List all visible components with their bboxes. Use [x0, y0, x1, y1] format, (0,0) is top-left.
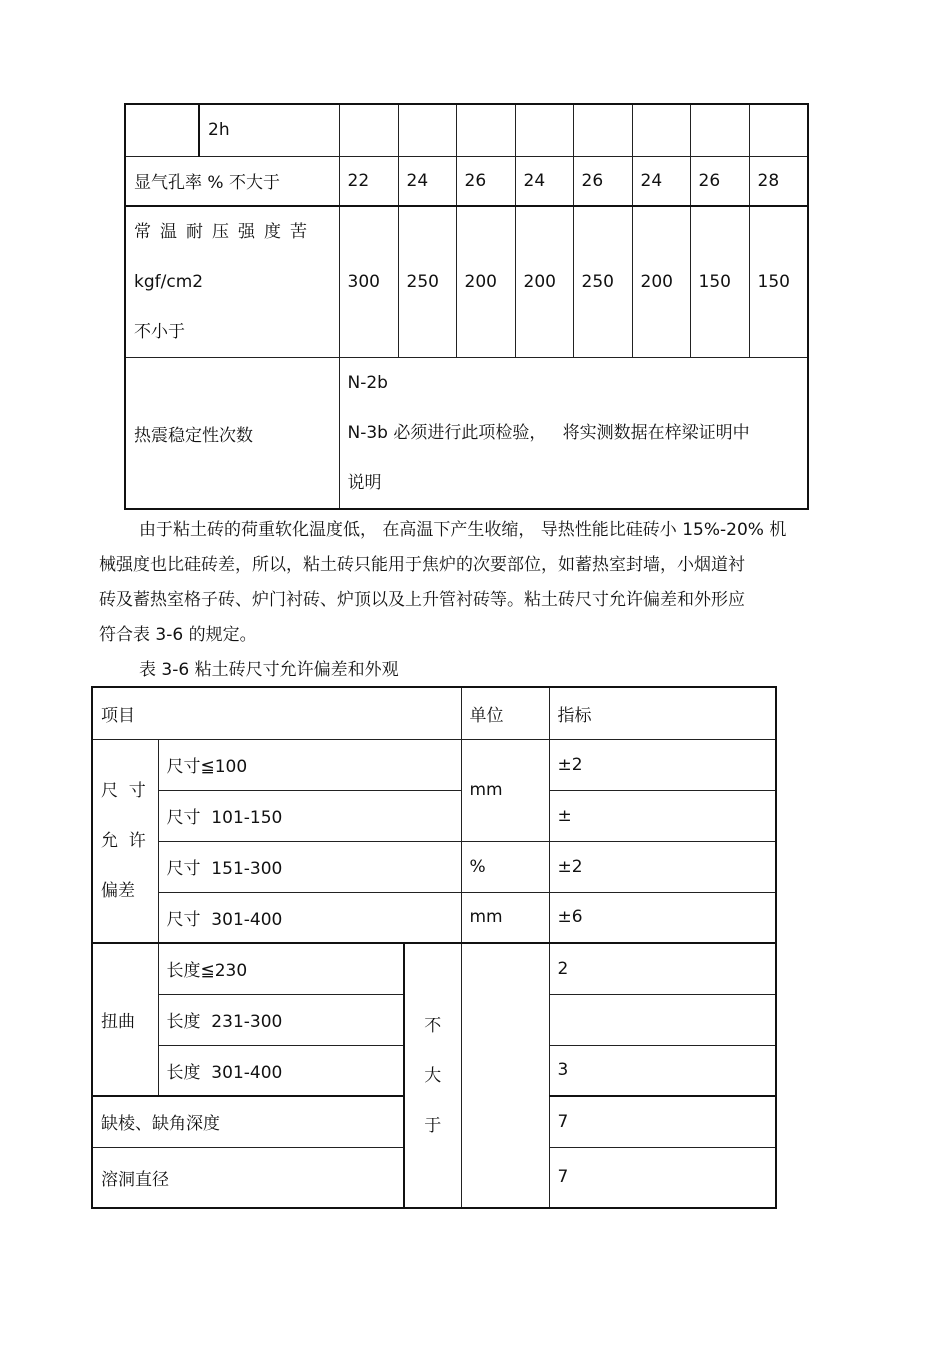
row-label: 尺寸 301-400	[158, 892, 461, 943]
empty-cell	[573, 104, 632, 156]
twist-group-label: 扭曲	[92, 943, 158, 1096]
paragraph-line: 械强度也比硅砖差，所以，粘土砖只能用于焦炉的次要部位，如蓄热室封墙，小烟道衬	[99, 555, 745, 575]
unit-cell: %	[461, 841, 549, 892]
table-cell: 300	[339, 206, 398, 358]
label-line: 允 许	[101, 830, 146, 851]
table-cell: 150	[690, 206, 749, 358]
paragraph-line: 由于粘土砖的荷重软化温度低， 在高温下产生收缩， 导热性能比硅砖小 15%-20% 机	[139, 520, 787, 540]
empty-cell	[632, 104, 690, 156]
row-label: 长度 231-300	[158, 994, 404, 1045]
paragraph-line: 符合表 3-6 的规定。	[99, 625, 257, 645]
row-label: 显气孔率 % 不大于	[125, 156, 339, 206]
table-row	[92, 739, 776, 790]
label-line: 不小于	[134, 322, 185, 342]
row-label: 长度 301-400	[158, 1045, 404, 1096]
empty-cell	[398, 104, 456, 156]
value-cell: ±6	[549, 892, 776, 943]
table-cell: 200	[515, 206, 573, 358]
note-line: 说明	[347, 473, 382, 493]
table-row	[92, 943, 776, 994]
label-line: 尺 寸	[101, 780, 146, 801]
label-char: 于	[424, 1115, 442, 1136]
table-row	[125, 206, 808, 358]
table-row	[125, 358, 808, 510]
tolerance-table	[91, 686, 777, 1209]
table-cell: 26	[456, 156, 515, 206]
value-cell: ±2	[549, 841, 776, 892]
row-label: 溶洞直径	[92, 1147, 404, 1208]
table-cell: 250	[573, 206, 632, 358]
table-cell: 150	[749, 206, 808, 358]
empty-cell	[749, 104, 808, 156]
table-cell: 22	[339, 156, 398, 206]
empty-cell	[125, 104, 199, 156]
row-label: 尺寸 101-150	[158, 790, 461, 841]
row-label: 尺寸 151-300	[158, 841, 461, 892]
unit-cell: mm	[461, 892, 549, 943]
note-line: N-3b 必须进行此项检验， 将实测数据在梓梁证明中	[347, 423, 750, 443]
size-group-label	[92, 739, 158, 943]
empty-unit-cell	[461, 943, 549, 1208]
empty-cell	[456, 104, 515, 156]
table-caption: 表 3-6 粘土砖尺寸允许偏差和外观	[139, 660, 399, 680]
header-index: 指标	[549, 687, 776, 739]
properties-table	[124, 103, 809, 510]
table-row	[92, 892, 776, 943]
label-line: 偏差	[101, 880, 135, 901]
value-cell: 3	[549, 1045, 776, 1096]
table-row	[92, 841, 776, 892]
row-label: 热震稳定性次数	[125, 358, 339, 510]
row-label	[125, 206, 339, 358]
table-cell: 26	[690, 156, 749, 206]
paragraph-line: 砖及蓄热室格子砖、炉门衬砖、炉顶以及上升管衬砖等。粘土砖尺寸允许偏差和外形应	[99, 590, 745, 610]
table-row	[92, 790, 776, 841]
empty-cell	[515, 104, 573, 156]
table-row	[92, 687, 776, 739]
not-greater-than-label	[404, 943, 461, 1208]
value-cell: ±2	[549, 739, 776, 790]
table-cell: 200	[456, 206, 515, 358]
note-cell	[339, 358, 808, 510]
table-cell: 250	[398, 206, 456, 358]
table-cell: 24	[632, 156, 690, 206]
note-line: N-2b	[347, 373, 388, 393]
value-cell: 7	[549, 1147, 776, 1208]
unit-cell: mm	[461, 739, 549, 841]
row-label: 长度≦230	[158, 943, 404, 994]
table-cell: 200	[632, 206, 690, 358]
value-cell	[549, 994, 776, 1045]
row-label: 2h	[199, 104, 339, 156]
value-cell: ±	[549, 790, 776, 841]
table-cell: 26	[573, 156, 632, 206]
header-unit: 单位	[461, 687, 549, 739]
row-label: 尺寸≦100	[158, 739, 461, 790]
table-row	[125, 156, 808, 206]
label-line: kgf/cm2	[134, 272, 204, 292]
empty-cell	[690, 104, 749, 156]
row-label: 缺棱、缺角深度	[92, 1096, 404, 1147]
label-line: 常温耐压强度苦	[134, 222, 316, 242]
table-row	[125, 104, 808, 156]
label-char: 不	[424, 1015, 442, 1036]
table-cell: 28	[749, 156, 808, 206]
value-cell: 2	[549, 943, 776, 994]
value-cell: 7	[549, 1096, 776, 1147]
header-item: 项目	[92, 687, 461, 739]
table-cell: 24	[398, 156, 456, 206]
table-cell: 24	[515, 156, 573, 206]
empty-cell	[339, 104, 398, 156]
label-char: 大	[424, 1065, 442, 1086]
